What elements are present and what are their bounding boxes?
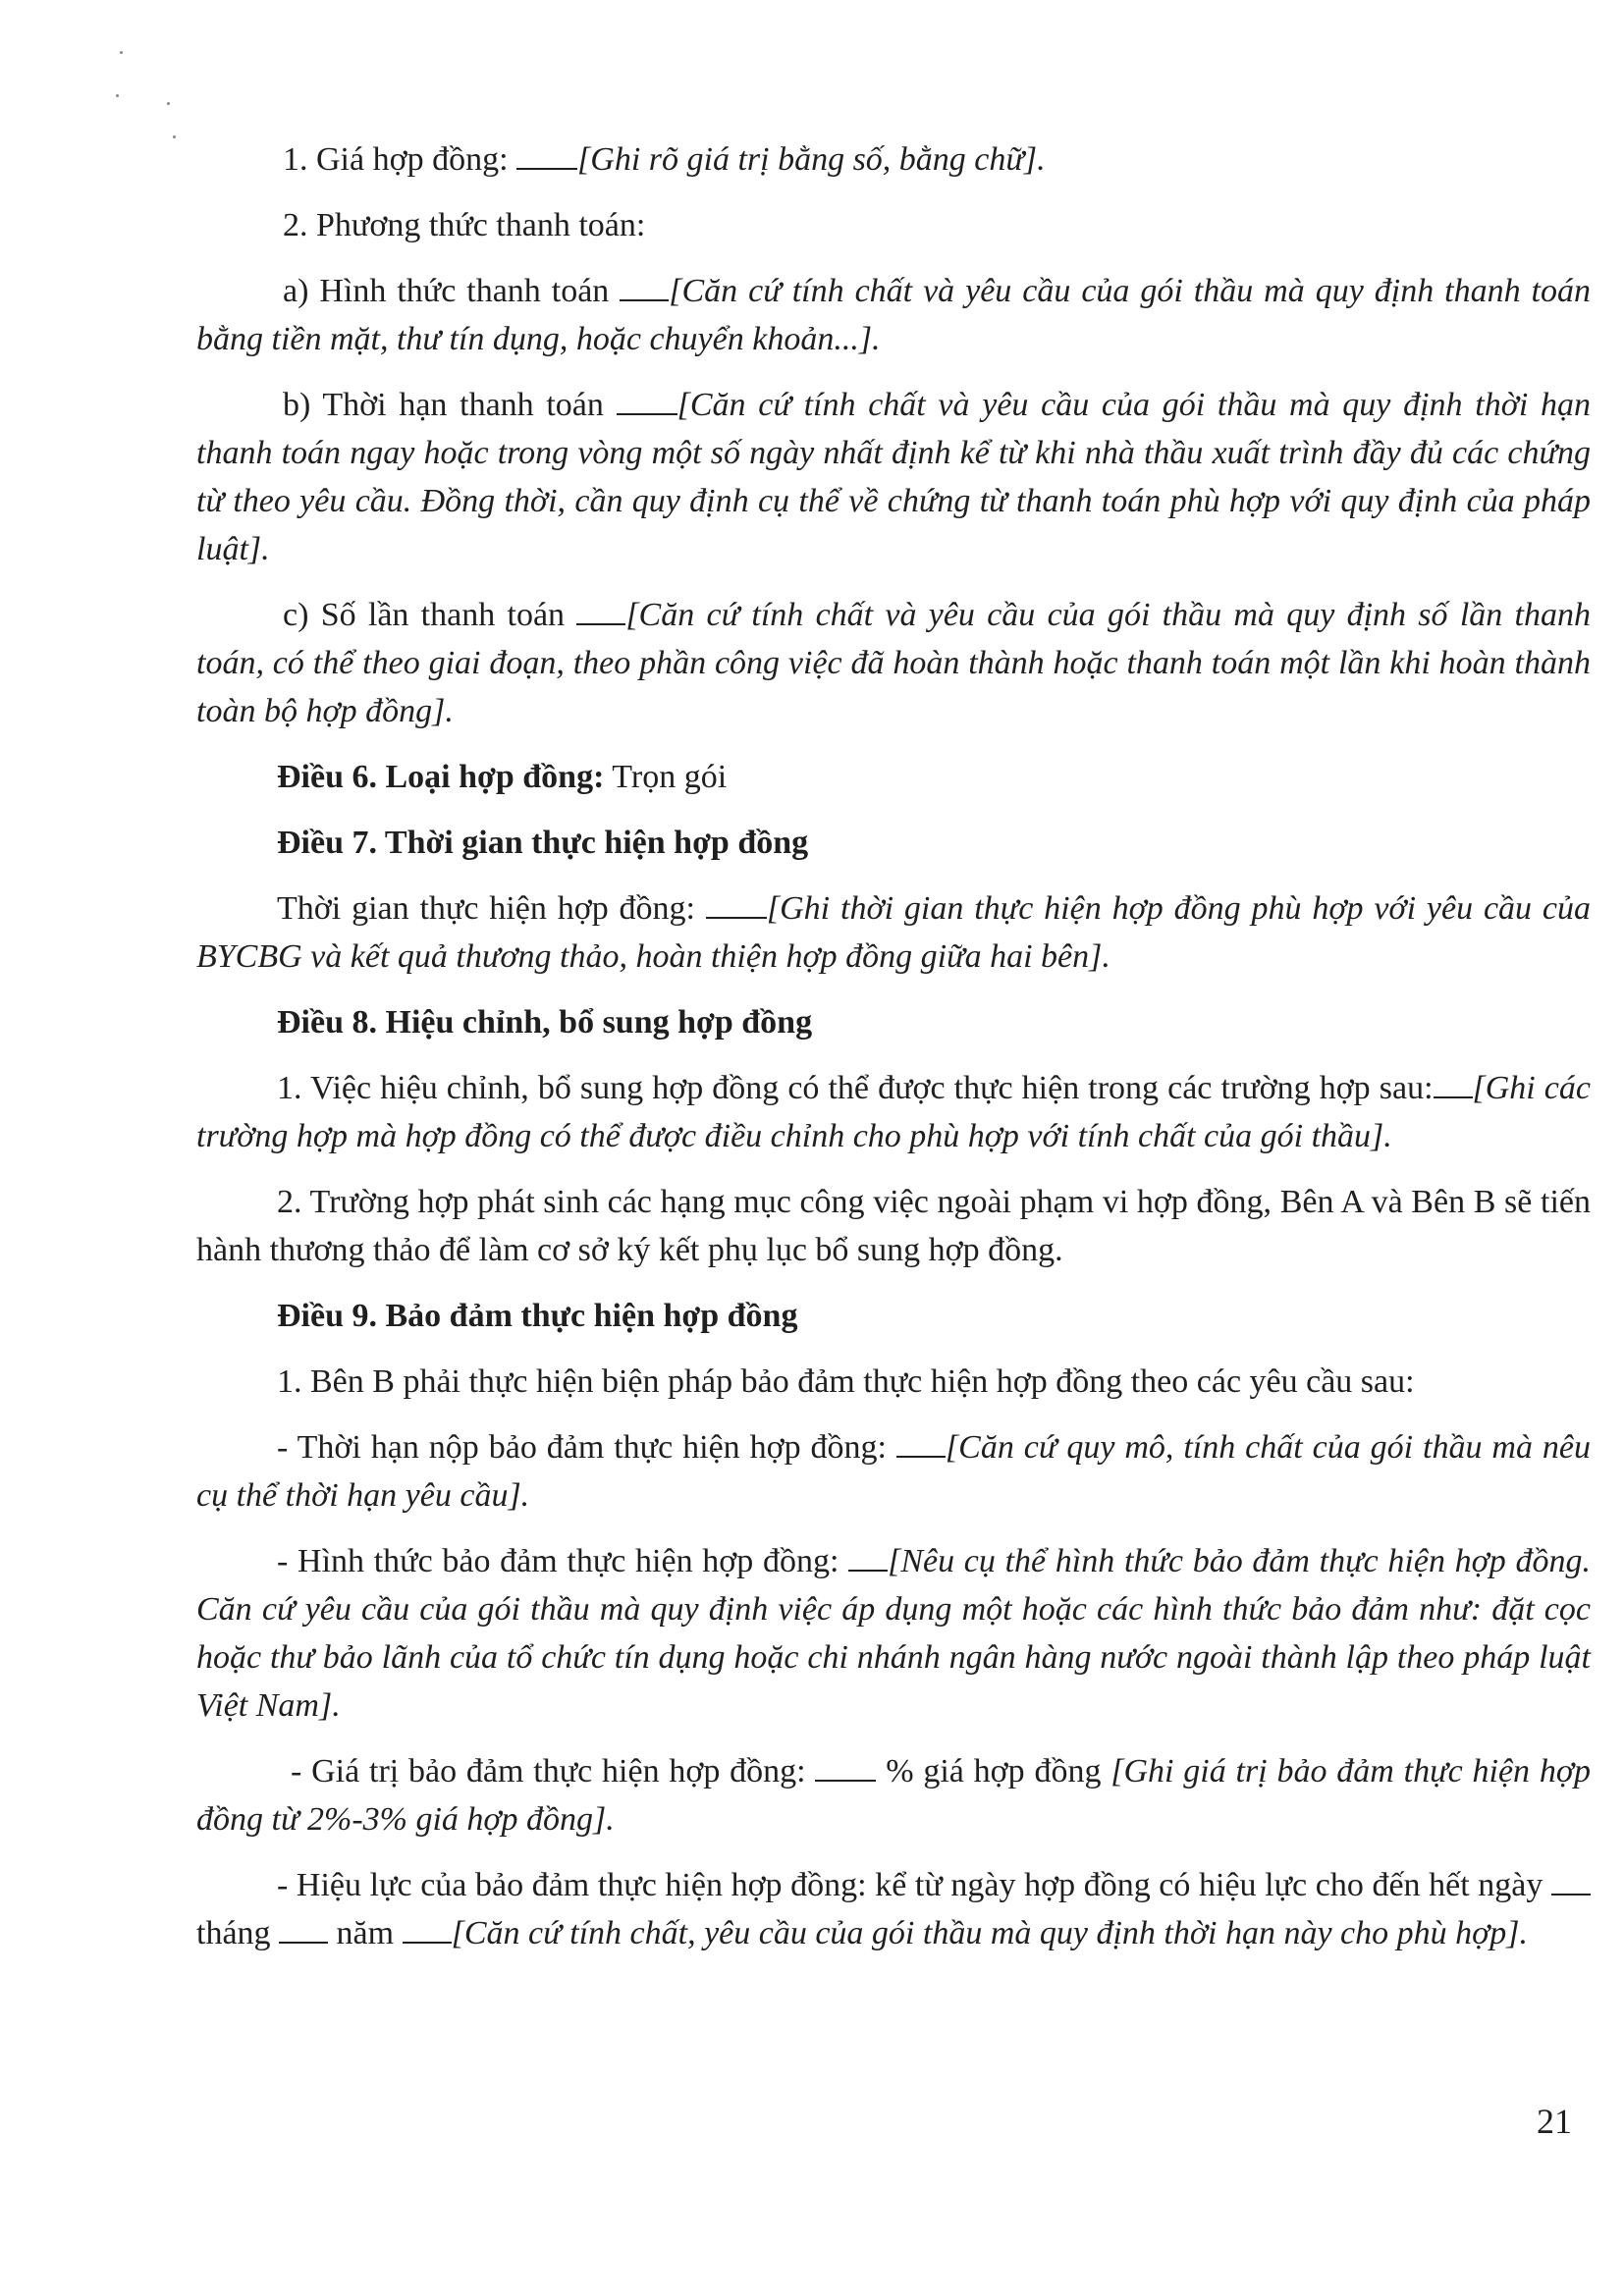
document-body — [196, 135, 1591, 1975]
fill-blank — [706, 887, 767, 919]
article-9-heading: Điều 9. Bảo đảm thực hiện hợp đồng — [277, 1298, 798, 1334]
article-9-bullet-validity: - Hiệu lực của bảo đảm thực hiện hợp đồng: kể từ ngày hợp đồng có hiệu lực cho đến hết ngày tháng năm [Căn cứ tính chất, yêu cầu của gói thầu mà quy định thời hạn này cho phù hợp]. — [196, 1861, 1591, 1957]
fill-blank-year — [403, 1912, 452, 1944]
scan-speck — [120, 51, 123, 54]
scan-speck — [167, 102, 170, 105]
fill-blank — [620, 270, 669, 301]
fill-blank — [576, 594, 625, 625]
payment-count-paragraph: c) Số lần thanh toán [Căn cứ tính chất và yêu cầu của gói thầu mà quy định số lần thanh toán, có thể theo giai đoạn, theo phần công việc đã hoàn thành hoặc thanh toán một lần khi hoàn thành toàn bộ hợp đồng]. — [196, 591, 1591, 735]
scan-speck — [116, 94, 119, 97]
article-8-paragraph-2: 2. Trường hợp phát sinh các hạng mục công việc ngoài phạm vi hợp đồng, Bên A và Bên B sẽ tiến hành thương thảo để làm cơ sở ký kết phụ lục bổ sung hợp đồng. — [196, 1184, 1591, 1268]
article-9-bullet-form: - Hình thức bảo đảm thực hiện hợp đồng: [Nêu cụ thể hình thức bảo đảm thực hiện hợp đồng. Căn cứ yêu cầu của gói thầu mà quy định việc áp dụng một hoặc các hình thức bảo đảm như: đặt cọc hoặc thư bảo lãnh của tổ chức tín dụng hoặc chi nhánh ngân hàng nước ngoài thành lập theo pháp luật Việt Nam]. — [196, 1537, 1591, 1730]
article-9-paragraph-1: 1. Bên B phải thực hiện biện pháp bảo đảm thực hiện hợp đồng theo các yêu cầu sau: — [277, 1363, 1415, 1400]
page-number: 21 — [1537, 2102, 1572, 2141]
article-7-paragraph: Thời gian thực hiện hợp đồng: [Ghi thời gian thực hiện hợp đồng phù hợp với yêu cầu của BYCBG và kết quả thương thảo, hoàn thiện hợp đồng giữa hai bên]. — [196, 884, 1591, 981]
fill-blank — [896, 1426, 946, 1458]
article-6-value: Trọn gói — [604, 759, 728, 795]
fill-blank-month — [279, 1912, 328, 1944]
article-8-heading: Điều 8. Hiệu chỉnh, bổ sung hợp đồng — [277, 1004, 813, 1041]
fill-blank — [617, 384, 677, 415]
article-9-bullet-deadline: - Thời hạn nộp bảo đảm thực hiện hợp đồng: [Căn cứ quy mô, tính chất của gói thầu mà nêu cụ thể thời hạn yêu cầu]. — [196, 1423, 1591, 1520]
fill-blank — [516, 138, 577, 170]
contract-price-paragraph: 1. Giá hợp đồng: [Ghi rõ giá trị bằng số, bằng chữ]. — [196, 135, 1591, 184]
article-9-bullet-value: - Giá trị bảo đảm thực hiện hợp đồng: % giá hợp đồng [Ghi giá trị bảo đảm thực hiện hợp đồng từ 2%-3% giá hợp đồng]. — [196, 1747, 1591, 1843]
article-6-heading: Điều 6. Loại hợp đồng: — [277, 759, 605, 795]
scan-speck — [173, 135, 176, 138]
fill-blank — [1434, 1067, 1473, 1098]
fill-blank-day — [1551, 1864, 1591, 1896]
fill-blank — [848, 1540, 888, 1572]
payment-form-paragraph: a) Hình thức thanh toán [Căn cứ tính chất và yêu cầu của gói thầu mà quy định thanh toán bằng tiền mặt, thư tín dụng, hoặc chuyển khoản...]. — [196, 267, 1591, 363]
fill-blank — [815, 1750, 876, 1782]
article-7-heading: Điều 7. Thời gian thực hiện hợp đồng — [277, 825, 809, 861]
payment-term-paragraph: b) Thời hạn thanh toán [Căn cứ tính chất và yêu cầu của gói thầu mà quy định thời hạn thanh toán ngay hoặc trong vòng một số ngày nhất định kể từ khi nhà thầu xuất trình đầy đủ các chứng từ theo yêu cầu. Đồng thời, cần quy định cụ thể về chứng từ thanh toán phù hợp với quy định của pháp luật]. — [196, 381, 1591, 573]
article-8-paragraph-1: 1. Việc hiệu chỉnh, bổ sung hợp đồng có thể được thực hiện trong các trường hợp sau: [Ghi các trường hợp mà hợp đồng có thể được điều chỉnh cho phù hợp với tính chất của gói thầu]. — [196, 1064, 1591, 1160]
article-6 — [196, 753, 1591, 801]
payment-method-heading: 2. Phương thức thanh toán: — [283, 207, 646, 243]
